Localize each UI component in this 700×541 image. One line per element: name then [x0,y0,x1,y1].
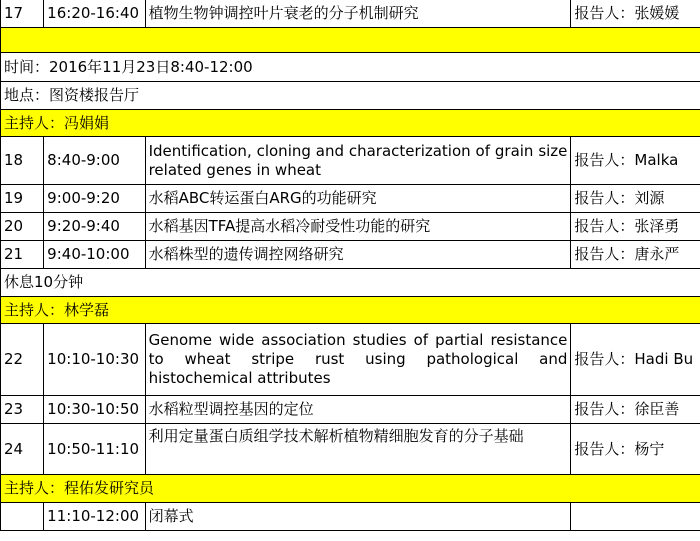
break-info: 休息10分钟 [1,269,700,297]
session-number: 24 [1,424,44,475]
table-row [1,324,700,396]
session-time: 10:30-10:50 [44,396,145,424]
session-title: 利用定量蛋白质组学技术解析植物精细胞发育的分子基础 [145,424,571,475]
host-row [1,297,700,324]
session-title: Identification, cloning and characterization of grain size related genes in wheat [145,137,571,185]
table-row [1,185,700,213]
session-title: 水稻株型的遗传调控网络研究 [145,241,571,269]
session-time: 11:10-12:00 [44,503,145,531]
info-row [1,82,700,110]
session-number [1,503,44,531]
table-row [1,0,700,28]
session-time: 9:00-9:20 [44,185,145,213]
speaker: 报告人：刘源 [571,185,700,213]
venue-info: 地点：图资楼报告厅 [1,82,700,110]
session-time: 10:50-11:10 [44,424,145,475]
session-time: 16:20-16:40 [44,0,145,28]
table-row [1,213,700,241]
host-label: 主持人：程佑发研究员 [1,475,700,503]
session-title: 植物生物钟调控叶片衰老的分子机制研究 [145,0,571,28]
table-row [1,424,700,475]
day-time-info: 时间：2016年11月23日8:40-12:00 [1,53,700,82]
session-title: 水稻基因TFA提高水稻冷耐受性功能的研究 [145,213,571,241]
session-title: 水稻ABC转运蛋白ARG的功能研究 [145,185,571,213]
session-time: 9:20-9:40 [44,213,145,241]
speaker: 报告人：Malka [571,137,700,185]
speaker: 报告人：杨宁 [571,424,700,475]
session-number: 21 [1,241,44,269]
session-time: 10:10-10:30 [44,324,145,396]
speaker: 报告人：徐臣善 [571,396,700,424]
info-row [1,269,700,297]
session-time: 9:40-10:00 [44,241,145,269]
session-number: 18 [1,137,44,185]
session-number: 22 [1,324,44,396]
highlight-spacer [1,28,700,53]
session-number: 20 [1,213,44,241]
session-number: 19 [1,185,44,213]
session-number: 23 [1,396,44,424]
table-row [1,503,700,531]
speaker: 报告人：张媛媛 [571,0,700,28]
table-row [1,137,700,185]
host-label: 主持人：冯娟娟 [1,110,700,137]
host-row [1,110,700,137]
speaker: 报告人：Hadi Bu [571,324,700,396]
table-row [1,396,700,424]
info-row [1,53,700,82]
session-time: 8:40-9:00 [44,137,145,185]
session-title: 闭幕式 [145,503,571,531]
host-row [1,475,700,503]
host-label: 主持人：林学磊 [1,297,700,324]
speaker: 报告人：张泽勇 [571,213,700,241]
session-number: 17 [1,0,44,28]
speaker: 报告人：唐永严 [571,241,700,269]
table-row [1,241,700,269]
highlight-spacer-row [1,28,700,53]
session-title: 水稻粒型调控基因的定位 [145,396,571,424]
speaker [571,503,700,531]
session-title: Genome wide association studies of partial resistance to wheat stripe rust using pathological and histochemical attributes [145,324,571,396]
